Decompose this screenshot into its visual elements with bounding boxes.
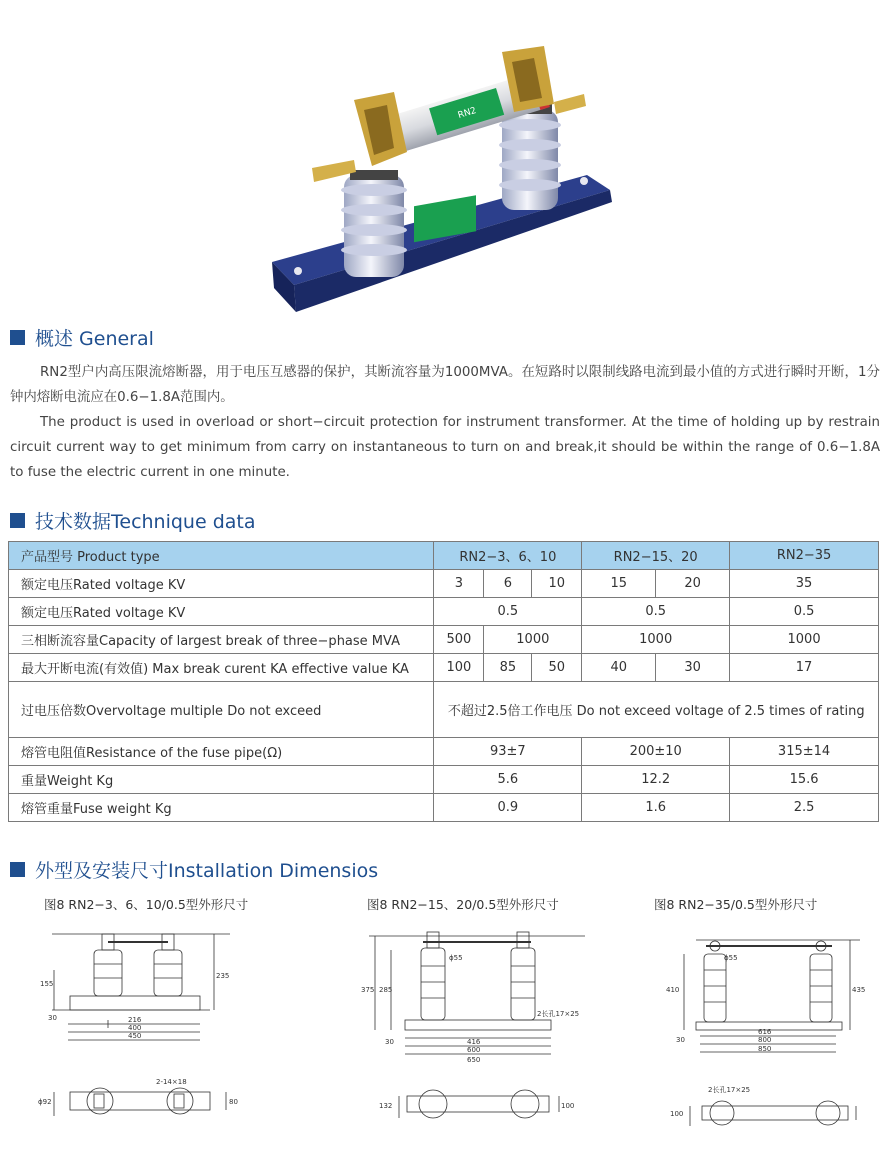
dim-label: 850 [758, 1045, 772, 1053]
install-heading: 外型及安装尺寸Installation Dimensios [10, 856, 378, 883]
product-photo [262, 40, 622, 315]
dim-label: 30 [676, 1036, 685, 1044]
fig1-caption: 图8 RN2−3、6、10/0.5型外形尺寸 [44, 897, 249, 912]
dim-label: 30 [385, 1038, 394, 1046]
dim-label: 285 [379, 986, 393, 994]
dim-label: 155 [40, 980, 54, 988]
dim-label: 410 [666, 986, 680, 994]
table-row: 额定电压Rated voltage KV 0.5 0.5 0.5 [9, 598, 879, 626]
insulator-right [499, 104, 561, 210]
dim-label: 2长孔17×25 [537, 1010, 580, 1018]
dim-label: 80 [229, 1098, 238, 1106]
dim-label: 2-14×18 [156, 1078, 187, 1086]
dim-label: 375 [361, 986, 375, 994]
dim-label: 416 [467, 1038, 481, 1046]
dim-label: 600 [467, 1046, 481, 1054]
table-row: 三相断流容量Capacity of largest break of three−phase MVA 500 1000 1000 1000 [9, 626, 879, 654]
fig1-drawing [30, 920, 250, 1140]
fig2-caption: 图8 RN2−15、20/0.5型外形尺寸 [367, 897, 559, 912]
tech-heading: 技术数据Technique data [10, 507, 256, 534]
general-en: The product is used in overload or short−circuit protection for instrument transformer. At the time of holding up by restrain circuit current way to get minimum from carry on instantaneous to turn on and break,it should be within the range of 0.6−1.8A to fuse the electric current in one minute. [10, 415, 880, 480]
heading-square-icon [10, 330, 25, 345]
table-row: 过电压倍数Overvoltage multiple Do not exceed 不超过2.5倍工作电压 Do not exceed voltage of 2.5 times of rating [9, 682, 879, 738]
dim-label: ϕ55 [449, 954, 463, 962]
table-row: 最大开断电流(有效值) Max break curent KA effective value KA 100 85 50 40 30 17 [9, 654, 879, 682]
fig2-drawing [355, 920, 600, 1140]
general-cn: RN2型户内高压限流熔断器，用于电压互感器的保护，其断流容量为1000MVA。在短路时以限制线路电流到最小值的方式进行瞬时开断，1分钟内熔断电流应在0.6−1.8A范围内。 [10, 365, 880, 405]
dim-label: 100 [670, 1110, 684, 1118]
dim-label: 216 [128, 1016, 142, 1024]
fig3-caption: 图8 RN2−35/0.5型外形尺寸 [654, 897, 818, 912]
dim-label: ϕ55 [724, 954, 738, 962]
dim-label: 235 [216, 972, 230, 980]
dim-label: 616 [758, 1028, 772, 1036]
dim-label: 400 [128, 1024, 142, 1032]
heading-square-icon [10, 513, 25, 528]
dim-label: 650 [467, 1056, 481, 1064]
tube-label: RN2 [456, 105, 478, 122]
dim-label: 100 [561, 1102, 575, 1110]
general-heading: 概述 General [10, 324, 154, 351]
dim-label: 800 [758, 1036, 772, 1044]
dim-label: 30 [48, 1014, 57, 1022]
dim-label: 2长孔17×25 [708, 1086, 751, 1094]
table-row: 熔管电阻值Resistance of the fuse pipe(Ω) 93±7 200±10 315±14 [9, 738, 879, 766]
right-contact-clip [502, 46, 586, 114]
insulator-left [341, 170, 407, 277]
spec-table [8, 541, 879, 822]
left-contact-clip [312, 92, 407, 182]
general-paragraph [10, 360, 880, 485]
fig3-drawing [660, 920, 875, 1140]
dim-label: 132 [379, 1102, 393, 1110]
table-row: 熔管重量Fuse weight Kg 0.9 1.6 2.5 [9, 794, 879, 822]
table-row: 重量Weight Kg 5.6 12.2 15.6 [9, 766, 879, 794]
heading-square-icon [10, 862, 25, 877]
table-header-row: 产品型号 Product type RN2−3、6、10 RN2−15、20 RN2−35 [9, 542, 879, 570]
table-row: 额定电压Rated voltage KV 3 6 10 15 20 35 [9, 570, 879, 598]
dim-label: 435 [852, 986, 866, 994]
dim-label: 450 [128, 1032, 142, 1040]
dim-label: ϕ92 [38, 1098, 52, 1106]
